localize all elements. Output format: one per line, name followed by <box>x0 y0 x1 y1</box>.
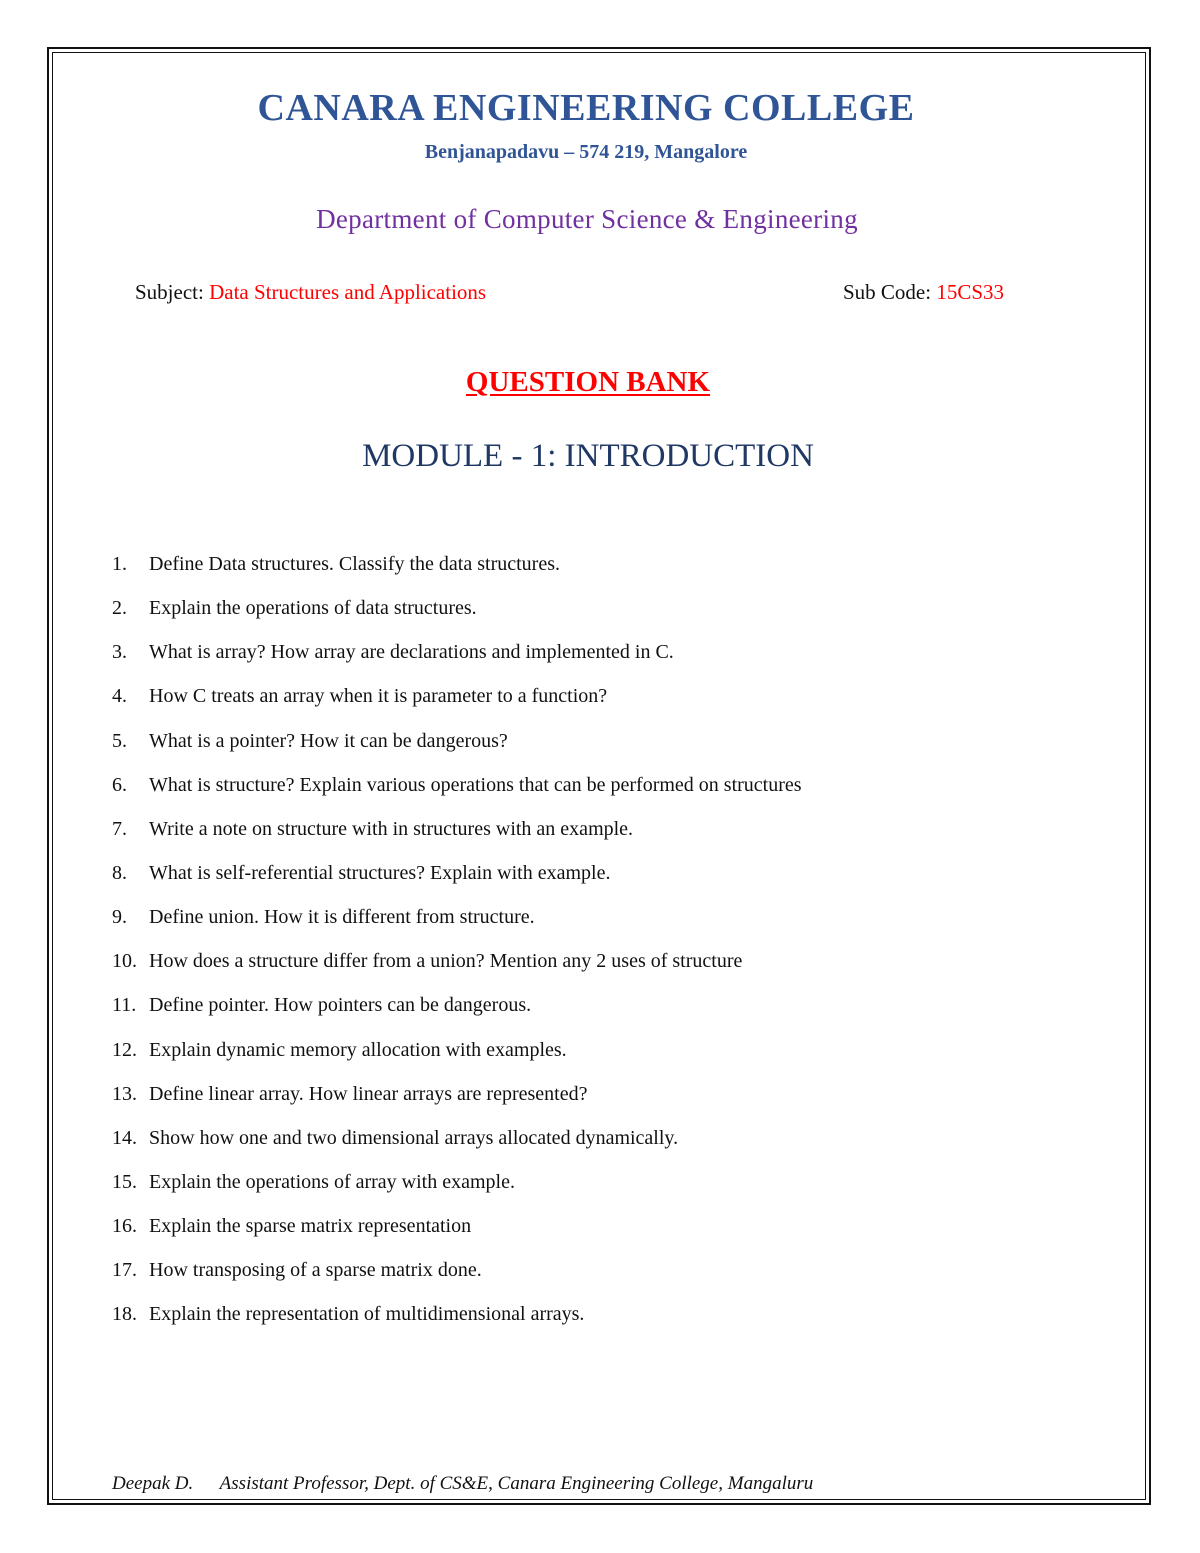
question-number: 2. <box>112 597 127 620</box>
question-number: 4. <box>112 685 127 708</box>
subject-code-line <box>843 280 1004 305</box>
question-item <box>112 681 802 725</box>
question-number: 12. <box>112 1038 137 1061</box>
question-number: 5. <box>112 729 127 752</box>
department-name: Department of Computer Science & Engineering <box>316 204 858 234</box>
question-number: 11. <box>112 994 137 1017</box>
question-number: 6. <box>112 773 127 796</box>
footer-designation: Assistant Professor, Dept. of CS&E, Canara Engineering College, Mangaluru <box>219 1473 814 1494</box>
footer-author: Deepak D. <box>112 1473 194 1494</box>
question-text: Define Data structures. Classify the data structures. <box>149 553 560 575</box>
question-item <box>112 990 802 1034</box>
question-text: What is structure? Explain various operations that can be performed on structures <box>149 773 802 796</box>
question-item <box>112 1123 802 1167</box>
question-text: Explain the sparse matrix representation <box>149 1215 472 1238</box>
module-title: MODULE - 1: INTRODUCTION <box>362 438 814 474</box>
question-number: 3. <box>112 641 127 664</box>
question-text: Define linear array. How linear arrays are represented? <box>149 1082 588 1105</box>
question-text: Explain the operations of array with example. <box>149 1170 515 1193</box>
question-number: 9. <box>112 906 127 929</box>
question-item <box>112 1167 802 1211</box>
question-item <box>112 814 802 858</box>
question-number: 14. <box>112 1126 137 1149</box>
question-text: What is array? How array are declarations and implemented in C. <box>149 641 674 664</box>
question-number: 1. <box>112 553 127 575</box>
question-item <box>112 1035 802 1079</box>
question-item <box>112 726 802 770</box>
question-number: 15. <box>112 1170 137 1193</box>
question-item <box>112 549 802 593</box>
question-text: Explain the operations of data structures. <box>149 597 477 620</box>
question-bank-title: QUESTION BANK <box>465 366 711 398</box>
question-item <box>112 770 802 814</box>
question-list <box>112 549 802 1344</box>
question-item <box>112 1079 802 1123</box>
question-text: Define union. How it is different from structure. <box>149 906 535 929</box>
subject-name: Data Structures and Applications <box>209 280 487 304</box>
question-number: 10. <box>112 950 137 973</box>
question-text: Define pointer. How pointers can be dangerous. <box>149 994 532 1017</box>
question-text: Show how one and two dimensional arrays allocated dynamically. <box>149 1126 679 1149</box>
question-item <box>112 946 802 990</box>
question-item <box>112 858 802 902</box>
subject-label: Subject: <box>135 280 210 304</box>
question-item <box>112 1211 802 1255</box>
question-item <box>112 902 802 946</box>
question-item <box>112 637 802 681</box>
question-text: Explain the representation of multidimensional arrays. <box>149 1303 585 1326</box>
footer <box>112 1473 813 1495</box>
question-number: 17. <box>112 1259 137 1282</box>
question-text: How transposing of a sparse matrix done. <box>149 1259 482 1282</box>
subject-line <box>135 280 486 305</box>
question-item <box>112 1255 802 1299</box>
college-address: Benjanapadavu – 574 219, Mangalore <box>424 141 748 163</box>
question-item <box>112 1299 802 1343</box>
question-text: How C treats an array when it is parameter to a function? <box>149 685 608 708</box>
question-number: 13. <box>112 1082 137 1105</box>
question-text: Write a note on structure with in structures with an example. <box>149 817 634 840</box>
question-text: What is self-referential structures? Explain with example. <box>149 861 611 884</box>
question-text: Explain dynamic memory allocation with examples. <box>149 1038 567 1061</box>
subject-code-label: Sub Code: <box>843 280 937 304</box>
question-text: How does a structure differ from a union? Mention any 2 uses of structure <box>149 950 743 973</box>
subject-code: 15CS33 <box>936 280 1005 304</box>
question-number: 7. <box>112 817 127 840</box>
question-number: 8. <box>112 861 127 884</box>
question-number: 18. <box>112 1303 137 1326</box>
question-number: 16. <box>112 1215 137 1238</box>
college-name: CANARA ENGINEERING COLLEGE <box>257 87 915 129</box>
question-text: What is a pointer? How it can be dangerous? <box>149 729 508 752</box>
question-item <box>112 593 802 637</box>
